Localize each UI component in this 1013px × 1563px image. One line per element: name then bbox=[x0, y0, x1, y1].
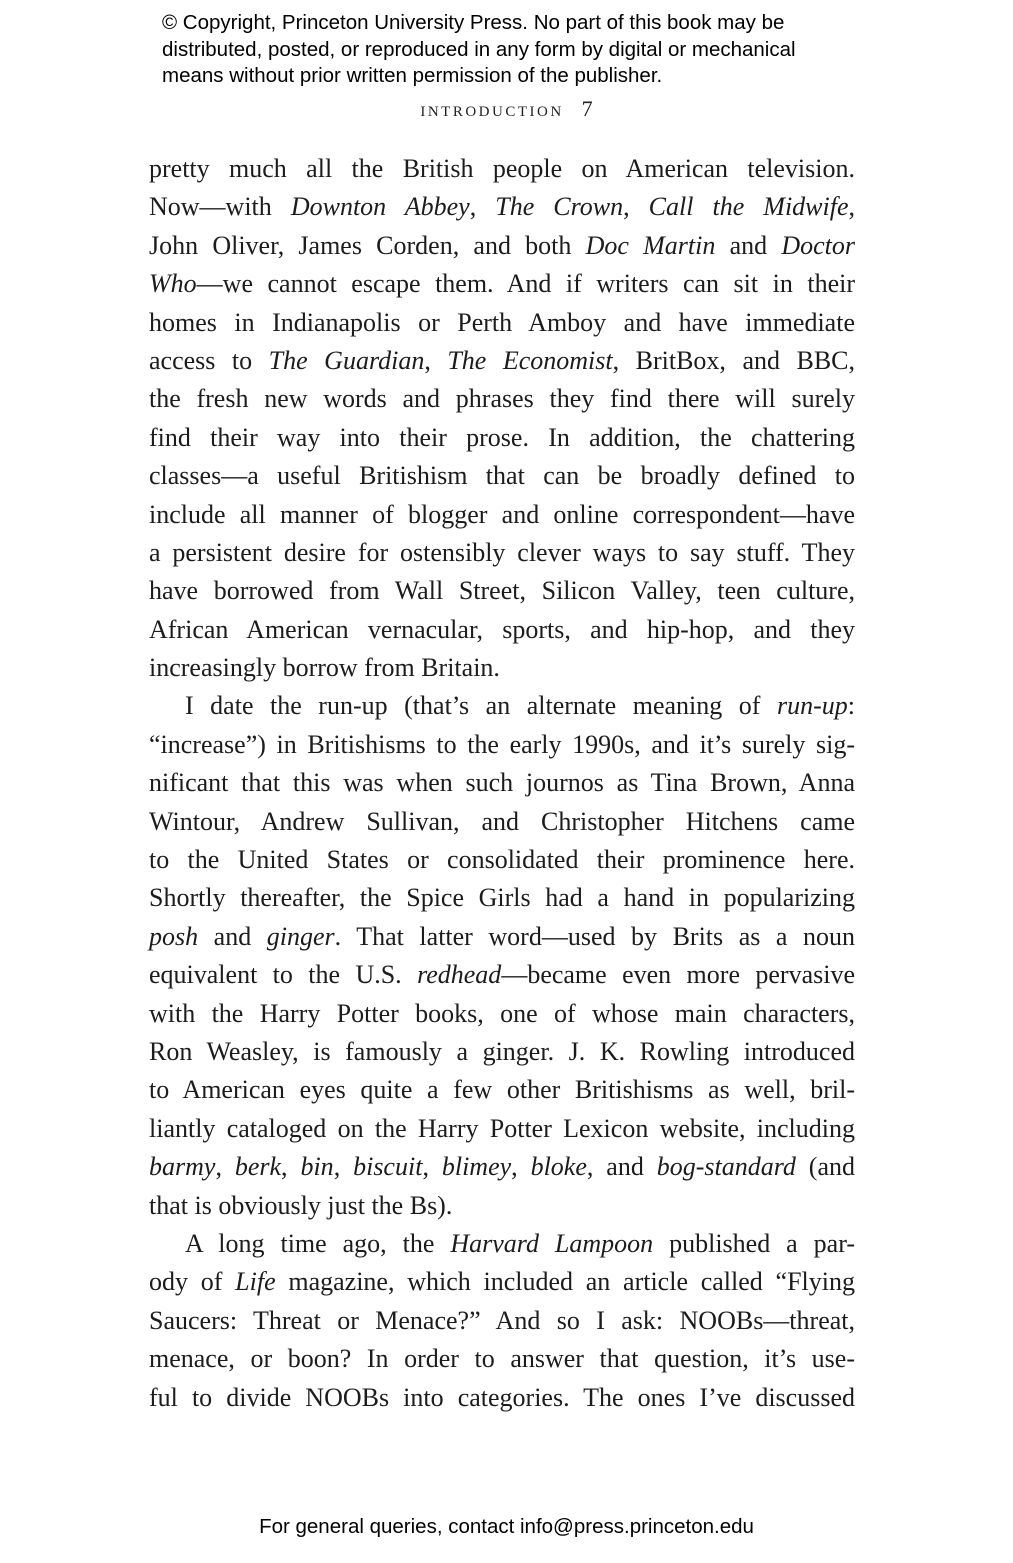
text-line: to American eyes quite a few other Britishisms as well, bril- bbox=[149, 1075, 855, 1105]
text-line: Now—with Downton Abbey, The Crown, Call the Midwife, bbox=[149, 192, 856, 222]
text-line: find their way into their prose. In addition, the chattering bbox=[149, 422, 855, 452]
text-line: Shortly thereafter, the Spice Girls had a hand in popularizing bbox=[149, 883, 855, 913]
text-line: menace, or boon? In order to answer that question, it’s use- bbox=[149, 1344, 855, 1374]
text-line: have borrowed from Wall Street, Silicon Valley, teen culture, bbox=[149, 576, 855, 606]
text-line: I date the run-up (that’s an alternate meaning of run-up: bbox=[185, 691, 855, 721]
text-line: with the Harry Potter books, one of whose main characters, bbox=[149, 998, 855, 1028]
text-line: access to The Guardian, The Economist, BritBox, and BBC, bbox=[149, 345, 856, 375]
text-line: barmy, berk, bin, biscuit, blimey, bloke, and bog-standard (and bbox=[149, 1152, 855, 1182]
text-line: include all manner of blogger and online correspondent—have bbox=[149, 499, 855, 529]
text-line: John Oliver, James Corden, and both Doc Martin and Doctor bbox=[149, 230, 856, 260]
text-line: Who—we cannot escape them. And if writers can sit in their bbox=[149, 269, 855, 299]
text-line: A long time ago, the Harvard Lampoon published a par- bbox=[185, 1228, 855, 1258]
text-line: the fresh new words and phrases they find there will surely bbox=[149, 384, 855, 414]
text-line: that is obviously just the Bs). bbox=[149, 1190, 453, 1220]
text-line: classes—a useful Britishism that can be broadly defined to bbox=[149, 461, 855, 491]
text-line: liantly cataloged on the Harry Potter Lexicon website, including bbox=[149, 1113, 855, 1143]
text-line: equivalent to the U.S. redhead—became even more pervasive bbox=[149, 960, 855, 990]
text-line: “increase”) in Britishisms to the early 1990s, and it’s surely sig- bbox=[149, 729, 855, 759]
copyright-line: © Copyright, Princeton University Press. No part of this book may be bbox=[162, 11, 785, 34]
page-number: 7 bbox=[581, 96, 593, 121]
text-line: Saucers: Threat or Menace?” And so I ask: NOOBs—threat, bbox=[149, 1305, 855, 1335]
body-text bbox=[149, 150, 855, 1417]
text-line: homes in Indianapolis or Perth Amboy and have immediate bbox=[149, 307, 855, 337]
text-line: Wintour, Andrew Sullivan, and Christopher Hitchens came bbox=[149, 806, 855, 836]
text-line: nificant that this was when such journos as Tina Brown, Anna bbox=[149, 768, 855, 798]
footer-contact: For general queries, contact info@press.princeton.edu bbox=[259, 1515, 754, 1538]
text-line: increasingly borrow from Britain. bbox=[149, 653, 500, 683]
running-head bbox=[0, 96, 1013, 122]
text-line: Ron Weasley, is famously a ginger. J. K. Rowling introduced bbox=[149, 1036, 855, 1066]
text-line: ful to divide NOOBs into categories. The ones I’ve discussed bbox=[149, 1382, 855, 1412]
text-line: posh and ginger. That latter word—used by Brits as a noun bbox=[149, 921, 855, 951]
copyright-line: distributed, posted, or reproduced in any form by digital or mechanical bbox=[162, 37, 796, 61]
text-line: ody of Life magazine, which included an article called “Flying bbox=[149, 1267, 855, 1297]
running-head-section: introduction bbox=[420, 97, 564, 121]
text-line: African American vernacular, sports, and hip-hop, and they bbox=[149, 614, 855, 644]
copyright-notice bbox=[162, 10, 882, 90]
text-line: pretty much all the British people on American television. bbox=[149, 154, 855, 183]
text-line: a persistent desire for ostensibly clever ways to say stuff. They bbox=[149, 537, 855, 567]
text-line: to the United States or consolidated their prominence here. bbox=[149, 845, 855, 875]
copyright-line: means without prior written permission of the publisher. bbox=[162, 64, 663, 87]
